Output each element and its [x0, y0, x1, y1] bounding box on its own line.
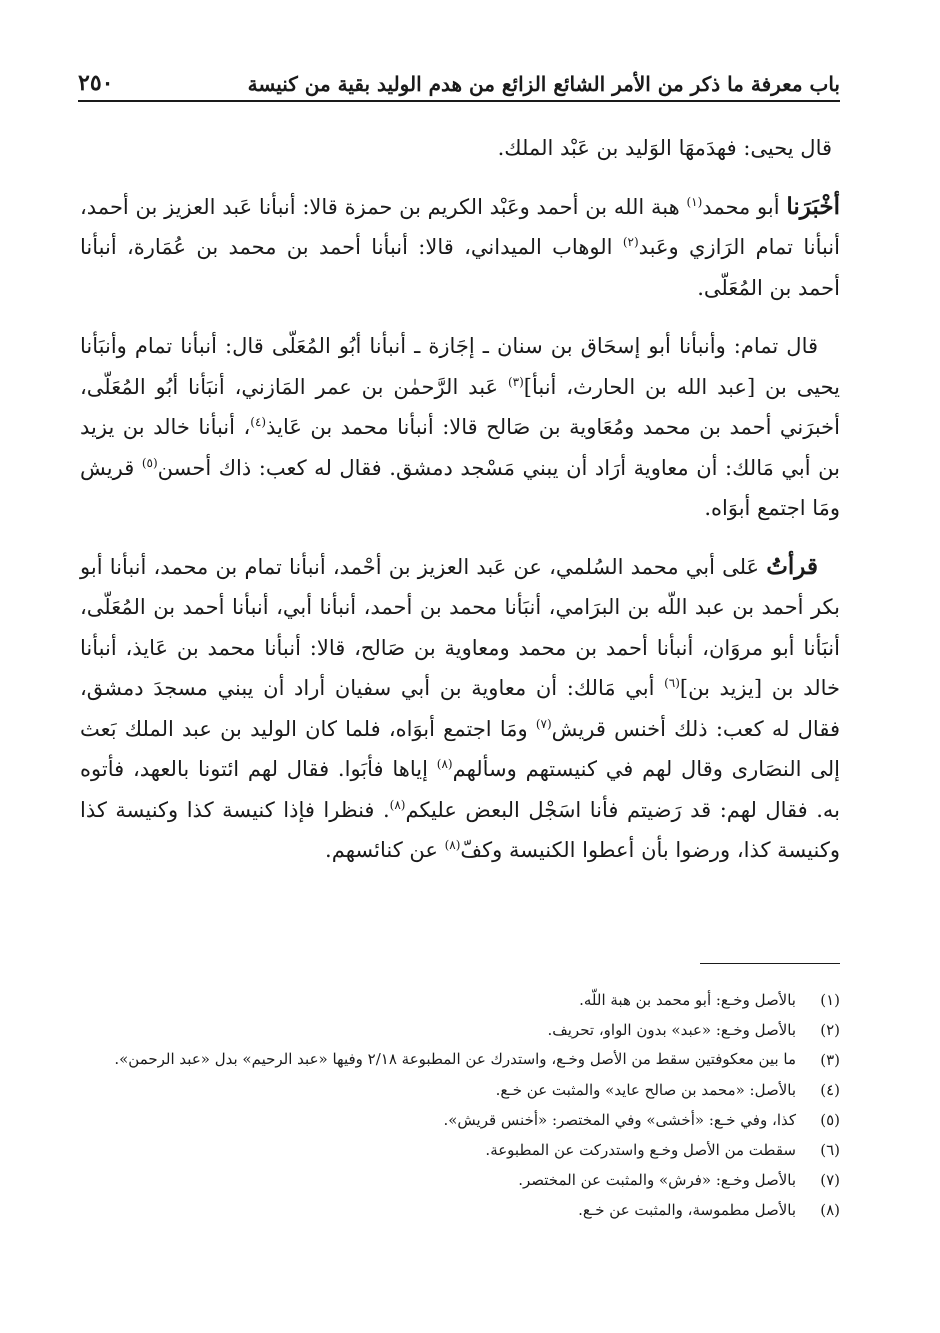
footnote-text: بالأصل مطموسة، والمثبت عن خـع.: [578, 1201, 796, 1219]
footnote-marker: (٤): [250, 415, 267, 429]
footnote-number: (١): [820, 991, 840, 1009]
paragraph-text: أبو محمد: [702, 194, 787, 219]
paragraph-text: قال يحيى: فهدَمهَا الوَليد بن عَبْد الملك.: [497, 136, 832, 160]
footnote-number: (٢): [820, 1021, 840, 1039]
footnote-marker: (٨): [436, 757, 453, 771]
paragraph: [80, 547, 840, 871]
footnote-number: (٨): [820, 1201, 840, 1219]
paragraph-text: عن كنائسهم.: [325, 838, 445, 862]
footnote-number: (٥): [820, 1111, 840, 1129]
footnote: [100, 1075, 840, 1105]
footnote-divider: [700, 963, 840, 964]
footnote-marker: (٣): [507, 374, 524, 389]
running-title: باب معرفة ما ذكر من الأمر الشائع الزائع من هدم الوليد بقية من كنيسة: [247, 72, 840, 96]
footnote-marker: (٨): [389, 797, 406, 812]
footnote-marker: (٥): [141, 455, 158, 470]
footnote-marker: (٨): [444, 838, 461, 852]
footnote: [100, 1015, 840, 1045]
paragraph-lead-word: أخْبَرَنا: [786, 192, 840, 220]
paragraph-text: عَبد الرَّحمٰن بن عمر المَازني، أنبَأنا أبُو المُعَلّى، أخبرَني أحمد بن محمد ومُعَاوية بن صَالح قالا: أنبأنا محمد بن عَايذ: [80, 374, 840, 439]
paragraph: [80, 326, 840, 529]
footnote: [100, 1135, 840, 1165]
footnote-text: سقطت من الأصل وخـع واستدركت عن المطبوعة.: [485, 1141, 796, 1159]
paragraph-text: ، أنبأنا خالد بن يزيد بن أبي مَالك: أن معاوية أرَاد أن يبني مَسْجد دمشق. فقال له كعب: ذاك أحسن: [80, 415, 840, 480]
footnote-number: (٧): [820, 1171, 840, 1189]
footnote-text: بالأصل وخـع: «فرش» والمثبت عن المختصر.: [518, 1171, 796, 1189]
paragraph-text: قريش ومَا اجتمع أبوَاه.: [80, 455, 840, 520]
paragraph-text: الوهاب الميداني، قالا: أنبأنا أحمد بن محمد بن عُمَارة، أنبأنا أحمد بن المُعَلّى.: [80, 235, 840, 300]
footnote-text: بالأصل وخـع: أبو محمد بن هبة اللّه.: [579, 991, 796, 1009]
footnote-number: (٣): [820, 1051, 840, 1069]
footnotes: [100, 985, 840, 1225]
paragraph-text: قال تمام: وأنبأنا أبو إسحَاق بن سنان ـ إجَازة ـ أنبأنا أبُو المُعَلّى قال: أنبأنا تمام وأنبَأنا يحيى بن [عبد الله بن الحارث، أنبأ]: [80, 334, 840, 399]
main-text: [80, 128, 840, 889]
footnote-text: كذا، وفي خـع: «أخشى» وفي المختصر: «أخنس قريش».: [443, 1111, 796, 1129]
paragraph-text: ومَا اجتمع أبوَاه، فلما كان الوليد بن عبد الملك بَعث إلى النصَارى وقال لهم في كنيستهم وسألهم: [80, 716, 840, 781]
paragraph-text: هبة الله بن أحمد وعَبْد الكريم بن حمزة قالا: أنبأنا عَبد العزيز بن أحمد، أنبأنا تمام الرَازي وعَبد: [80, 194, 840, 259]
page-number: ٢٥٠: [78, 70, 114, 96]
paragraph: [80, 128, 832, 169]
footnote: [100, 985, 840, 1015]
footnote-text: ما بين معكوفتين سقط من الأصل وخـع، واستدرك عن المطبوعة ٢/١٨ وفيها «عبد الرحيم» بدل «عبد الرحمن».: [114, 1050, 796, 1068]
footnote-number: (٦): [820, 1141, 840, 1159]
paragraph-text: إياها فأبَوا. فقال لهم ائتونا بالعهد، فأتوه به. فقال لهم: قد رَضيتم فأنا اسَجْل البعض عليكم: [80, 757, 840, 822]
footnote: [100, 1195, 840, 1225]
footnote: [100, 1165, 840, 1195]
paragraph-text: أبي مَالك: أن معاوية بن أبي سفيان أراد أن يبني مسجدَ دمشق، فقال له كعب: ذلك أخنس قريش: [80, 676, 840, 741]
footnote: [100, 1105, 840, 1135]
paragraph: [80, 187, 840, 309]
paragraph-text: عَلى أبي محمد السُلمي، عن عَبد العزيز بن أحْمد، أنبأنا تمام بن محمد، أنبأنا أبو بكر أحمد بن عبد اللّه بن البرَامي، أنبَأنا محمد بن أحمد، أنبأنا أبي، أنبأنا أحمد بن المُعَلّى، أنبَأنا أبو مروَان، أنبأنا أحمد بن محمد ومعاوية بن صَالح، قالا: أنبأنا محمد بن عَايذ، أنبأنا خالد بن [يزيد بن]: [80, 554, 840, 700]
footnote-marker: (٦): [664, 676, 680, 690]
footnote-text: بالأصل وخـع: «عبد» بدون الواو، تحريف.: [547, 1021, 796, 1039]
footnote-marker: (٢): [622, 235, 639, 249]
footnote: [100, 1045, 840, 1075]
footnote-marker: (١): [686, 194, 703, 209]
page-header: [78, 62, 840, 102]
paragraph-lead-word: قرأتُ: [766, 552, 818, 580]
footnote-number: (٤): [820, 1081, 840, 1099]
paragraph-text: . فنظرا فإذا كنيسة كذا وكنيسة كذا وكنيسة كذا، ورضوا بأن أعطوا الكنيسة وكفّ: [80, 797, 840, 862]
footnote-text: بالأصل: «محمد بن صالح عايد» والمثبت عن خـع.: [495, 1081, 796, 1099]
footnote-marker: (٧): [535, 716, 552, 731]
